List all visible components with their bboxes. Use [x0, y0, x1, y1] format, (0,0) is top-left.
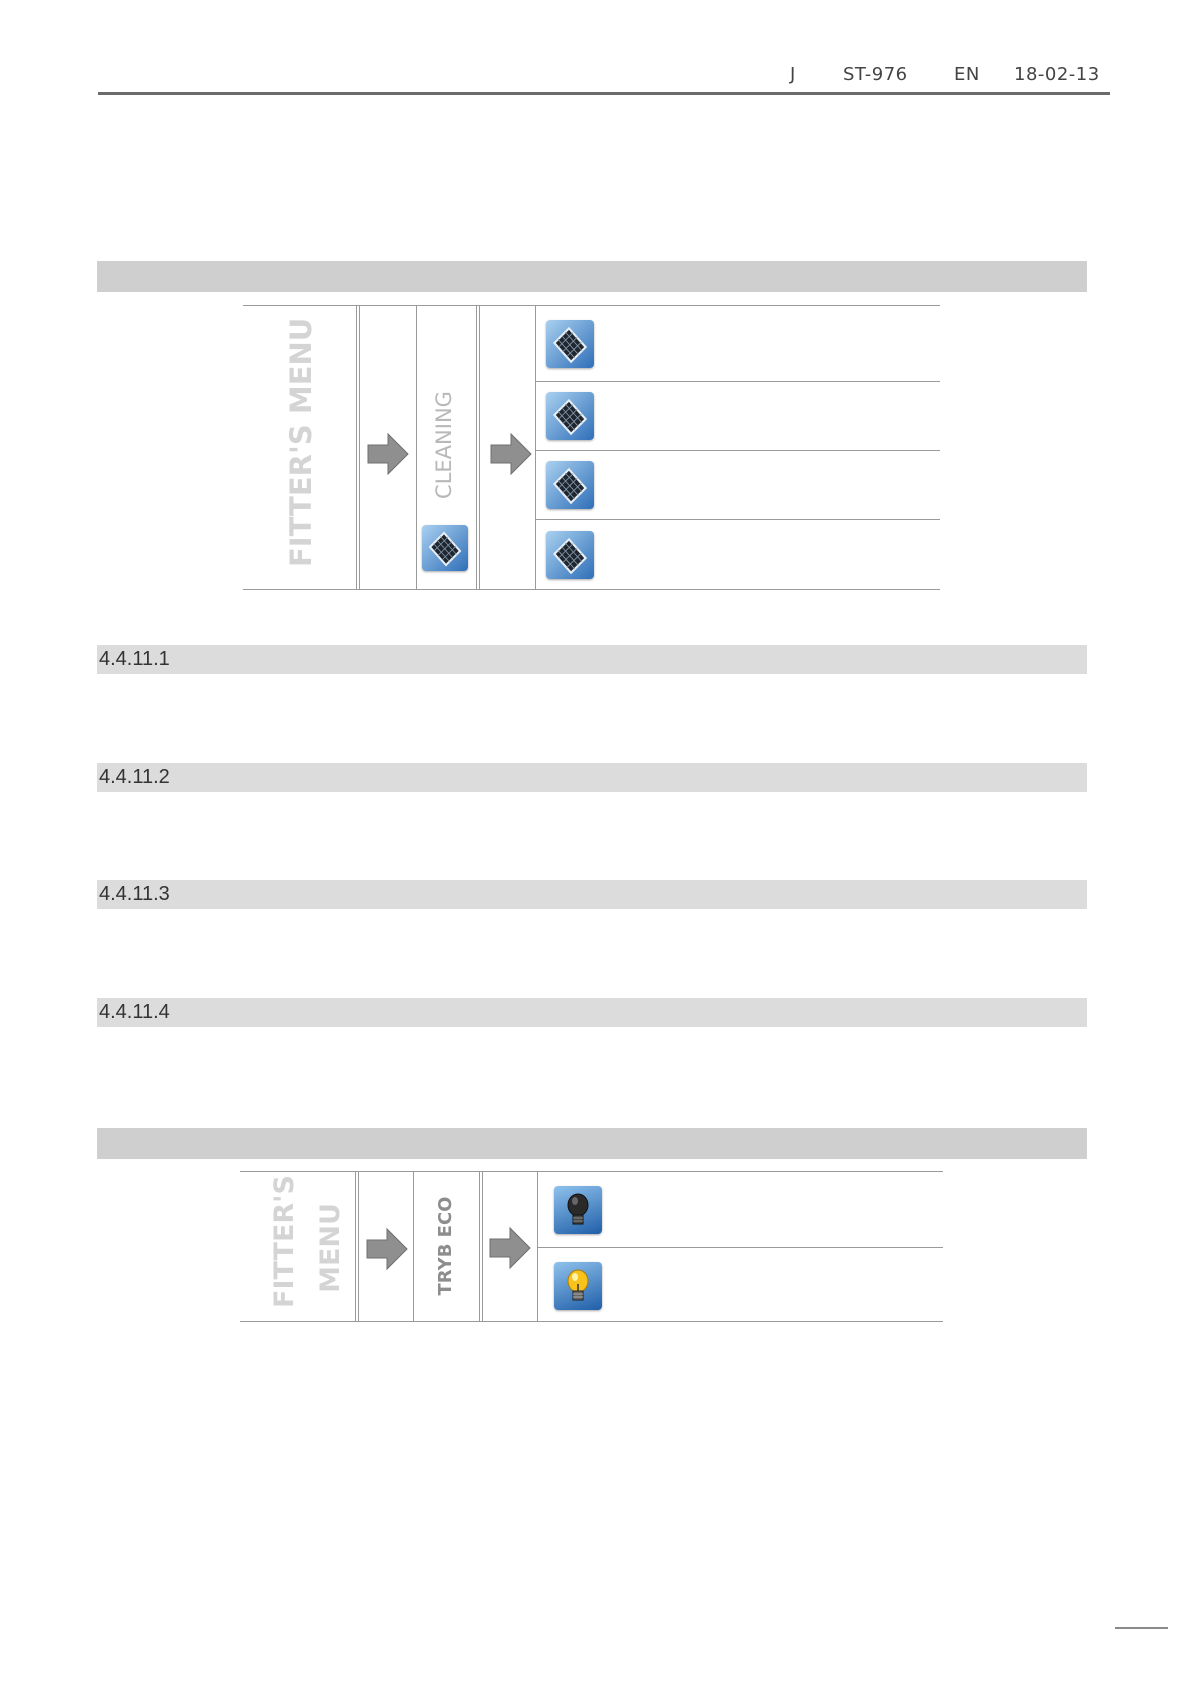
diagram-top-rule [240, 1171, 943, 1172]
subsection-number: 4.4.11.4 [99, 1001, 170, 1023]
doc-language: EN [954, 64, 980, 85]
solar-panel-icon [546, 392, 594, 440]
arrow-right-icon [366, 432, 410, 476]
subsection-bar [97, 763, 1087, 792]
diagram-divider [356, 305, 357, 589]
diagram-divider [482, 1171, 483, 1321]
diagram-divider [479, 1171, 480, 1321]
option-divider [535, 519, 940, 520]
header-rule [98, 92, 1110, 95]
root-menu-label: FITTER'S MENU [284, 317, 318, 567]
bulb-off-icon [554, 1186, 602, 1234]
doc-model: ST-976 [843, 64, 908, 85]
subsection-bar [97, 880, 1087, 909]
diagram-divider [358, 1171, 359, 1321]
arrow-right-icon [365, 1227, 409, 1271]
doc-code: J [790, 64, 796, 85]
diagram-divider [416, 305, 417, 589]
solar-panel-icon [422, 525, 468, 571]
diagram-divider [535, 305, 536, 589]
option-divider [535, 381, 940, 382]
arrow-right-icon [489, 432, 533, 476]
subsection-bar [97, 998, 1087, 1027]
subsection-number: 4.4.11.2 [99, 766, 170, 788]
bulb-on-icon [554, 1262, 602, 1310]
diagram-divider [359, 305, 360, 589]
subsection-number: 4.4.11.1 [99, 648, 170, 670]
section-heading-bar-cleaning [97, 261, 1087, 292]
root-menu-label-line1: FITTER'S [269, 1175, 300, 1308]
diagram-divider [476, 305, 477, 589]
diagram-divider [355, 1171, 356, 1321]
submenu-label: CLEANING [432, 391, 456, 499]
solar-panel-icon [546, 320, 594, 368]
diagram-divider [479, 305, 480, 589]
subsection-bar [97, 645, 1087, 674]
diagram-divider [413, 1171, 414, 1321]
diagram-top-rule [243, 305, 940, 306]
arrow-right-icon [488, 1226, 532, 1270]
section-heading-bar-eco [97, 1128, 1087, 1159]
subsection-number: 4.4.11.3 [99, 883, 170, 905]
diagram-bottom-rule [243, 589, 940, 590]
doc-date: 18-02-13 [1014, 64, 1100, 85]
diagram-bottom-rule [240, 1321, 943, 1322]
submenu-label: TRYB ECO [435, 1196, 456, 1296]
option-divider [535, 450, 940, 451]
solar-panel-icon [546, 531, 594, 579]
root-menu-label-line2: MENU [315, 1203, 346, 1293]
diagram-divider [537, 1171, 538, 1321]
solar-panel-icon [546, 461, 594, 509]
page-footer-rule [1115, 1627, 1168, 1629]
option-divider [537, 1247, 943, 1248]
